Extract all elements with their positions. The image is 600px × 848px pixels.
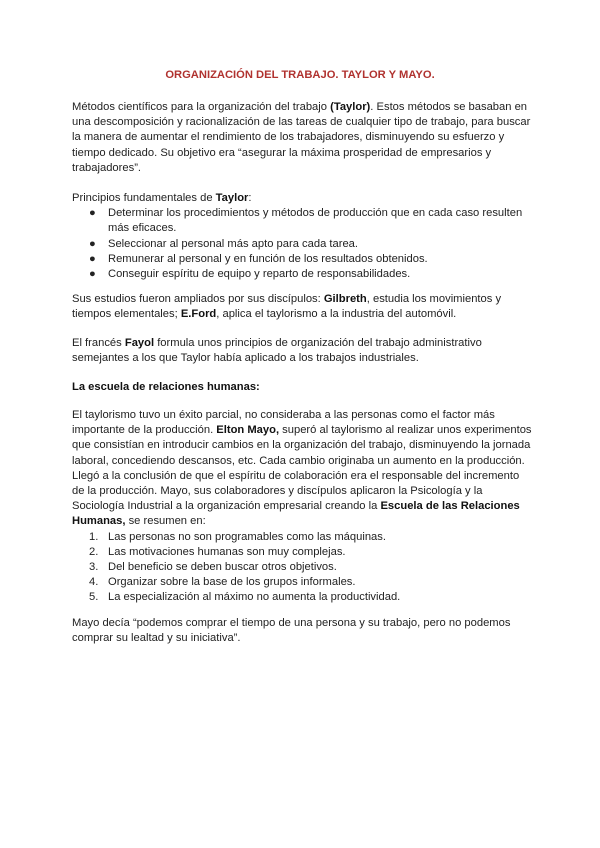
list-item	[72, 590, 532, 605]
fayol-paragraph	[72, 336, 532, 366]
principles-heading	[72, 191, 532, 206]
list-item	[72, 206, 532, 236]
list-item-text: Seleccionar al personal más apto para cada tarea.	[108, 237, 359, 250]
principles-bold-taylor: Taylor	[215, 192, 249, 204]
mayo-text-2: superó al taylorismo al realizar unos experimentos que consistían en introducir cambios en la organización del trabajo, disminuyendo la jornada laboral, concediendo descansos, etc. Cada cambio originaba un aumento en la producción. Llegó a la conclusión de que el espíritu de colaboración era el responsable del incremento de la producción. Mayo, sus colaboradores y discípulos aplicaron la Psicología y la Sociología Industrial a la organización empresarial creando la	[72, 424, 532, 513]
list-item	[72, 545, 532, 560]
principles-section	[72, 191, 532, 282]
mayo-text-1: El taylorismo tuvo un éxito parcial, no consideraba a las personas como el factor más importante de la producción.	[72, 409, 495, 437]
list-item-text: Determinar los procedimientos y métodos de producción que en cada caso resulten más eficaces.	[108, 207, 523, 235]
bullet-icon: ●	[89, 268, 96, 281]
list-item-text: Las motivaciones humanas son muy complejas.	[108, 545, 346, 558]
list-item	[72, 530, 532, 545]
disciples-bold-gilbreth: Gilbreth	[323, 293, 367, 305]
list-number: 2.	[89, 545, 99, 558]
list-item	[72, 575, 532, 590]
list-item	[72, 560, 532, 575]
section-heading	[72, 380, 532, 395]
document-title: ORGANIZACIÓN DEL TRABAJO. TAYLOR Y MAYO.	[165, 69, 435, 81]
principles-text-1: Principios fundamentales de	[72, 192, 216, 204]
mayo-bold-name: Elton Mayo,	[216, 424, 280, 437]
intro-bold-taylor: (Taylor)	[330, 101, 371, 113]
list-item-text: Organizar sobre la base de los grupos informales.	[108, 576, 356, 589]
section-heading-text: La escuela de relaciones humanas:	[72, 381, 260, 393]
list-item	[72, 252, 532, 267]
disciples-text-2: , estudia los movimientos y tiempos elementales;	[72, 293, 502, 321]
conclusions-list	[72, 530, 532, 606]
quote-paragraph: Mayo decía “podemos comprar el tiempo de una persona y su trabajo, pero no podemos comprar su lealtad y su iniciativa”.	[72, 617, 511, 645]
list-item	[72, 267, 532, 282]
list-item-text: Las personas no son programables como las máquinas.	[108, 530, 386, 543]
principles-text-2: :	[248, 192, 252, 204]
list-item-text: Conseguir espíritu de equipo y reparto de responsabilidades.	[108, 268, 411, 281]
list-number: 1.	[89, 530, 99, 543]
fayol-text-2: formula unos principios de organización del trabajo administrativo semejantes a los que Taylor había aplicado a los trabajos industriales.	[72, 337, 482, 365]
disciples-paragraph	[72, 292, 532, 322]
intro-text-1: Métodos científicos para la organización del trabajo	[72, 101, 331, 113]
mayo-paragraph	[72, 408, 532, 530]
list-item-text: Remunerar al personal y en función de los resultados obtenidos.	[108, 252, 428, 265]
mayo-bold-school: Escuela de las Relaciones Humanas,	[72, 500, 520, 528]
disciples-text-3: , aplica el taylorismo a la industria del automóvil.	[216, 308, 457, 321]
list-number: 5.	[89, 591, 99, 604]
mayo-section	[72, 408, 532, 606]
bullet-icon: ●	[89, 252, 96, 265]
principles-list	[72, 206, 532, 282]
mayo-text-3: se resumen en:	[125, 515, 206, 528]
disciples-text-1: Sus estudios fueron ampliados por sus discípulos:	[72, 293, 324, 305]
fayol-bold-name: Fayol	[124, 337, 155, 349]
list-number: 4.	[89, 576, 99, 589]
list-number: 3.	[89, 561, 99, 574]
intro-paragraph	[72, 100, 532, 176]
bullet-icon: ●	[89, 237, 96, 250]
list-item-text: Del beneficio se deben buscar otros objetivos.	[108, 561, 337, 574]
list-item	[72, 237, 532, 252]
bullet-icon: ●	[89, 207, 96, 220]
disciples-bold-ford: E.Ford	[180, 308, 217, 321]
fayol-text-1: El francés	[72, 337, 125, 349]
intro-text-2: . Estos métodos se basaban en una descomposición y racionalización de las tareas de cualquier tipo de trabajo, para buscar la manera de aumentar el rendimiento de los trabajadores, disminuyendo su esfuerzo y tiempo dedicado. Su objetivo era “asegurar la máxima prosperidad de empresarios y trabajadores”.	[72, 101, 531, 174]
list-item-text: La especialización al máximo no aumenta la productividad.	[108, 591, 401, 604]
